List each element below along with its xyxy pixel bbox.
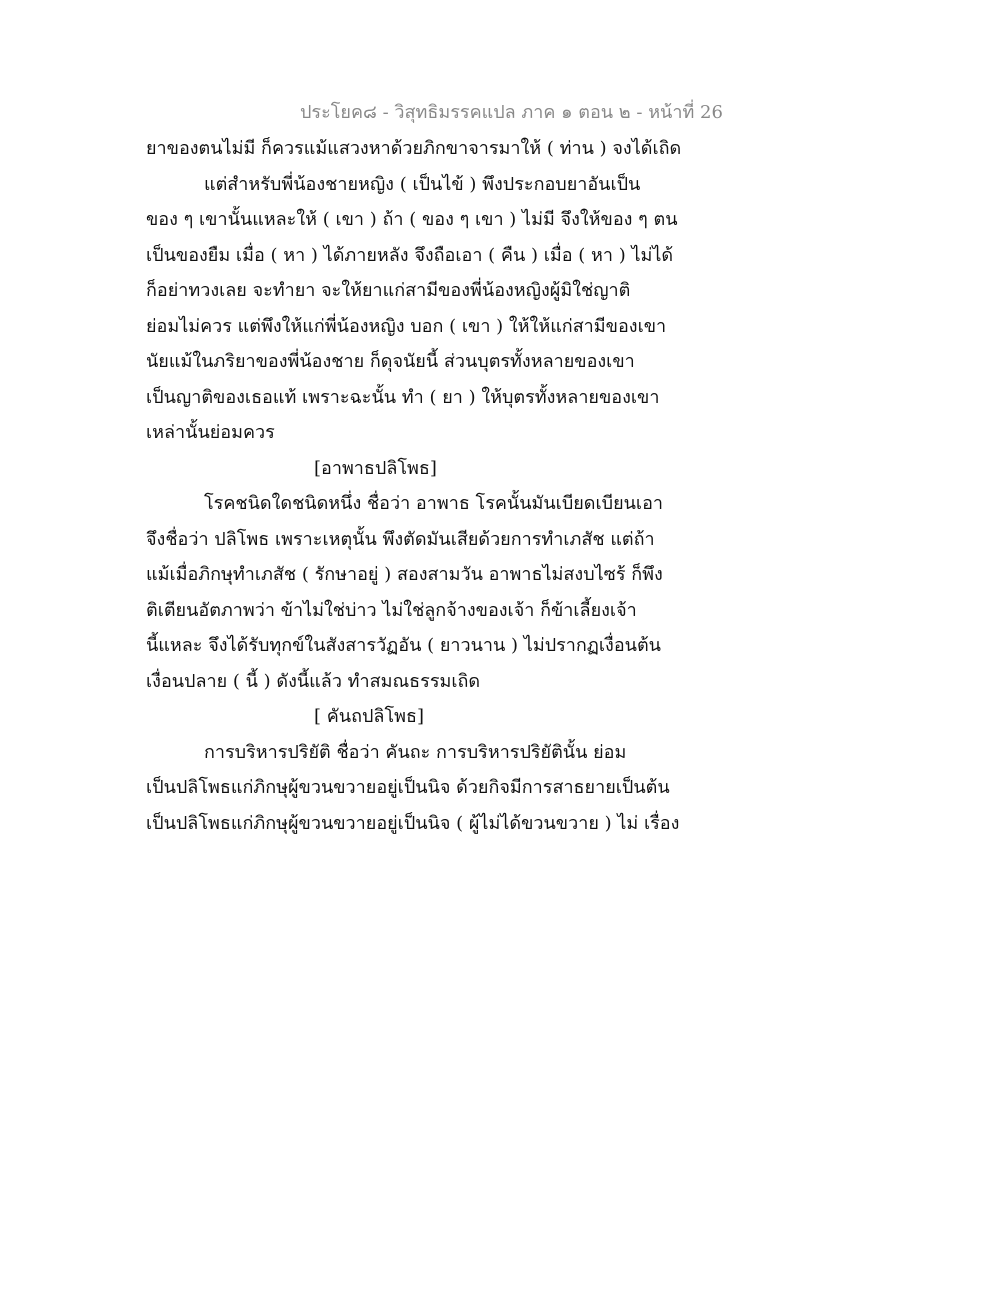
page-header: ประโยค๘ - วิสุทธิมรรคแปล ภาค ๑ ตอน ๒ - หน้าที่ 26: [300, 102, 723, 123]
text-line: ยาของตนไม่มี ก็ควรแม้แสวงหาด้วยภิกขาจารมาให้ ( ท่าน ) จงได้เถิด: [146, 138, 682, 159]
text-line: การบริหารปริยัติ ชื่อว่า คันถะ การบริหารปริยัตินั้น ย่อม: [204, 741, 627, 763]
text-line: โรคชนิดใดชนิดหนึ่ง ชื่อว่า อาพาธ โรคนั้นมันเบียดเบียนเอา: [204, 493, 663, 514]
text-line: นัยแม้ในภริยาของพี่น้องชาย ก็ดุจนัยนี้ ส่วนบุตรทั้งหลายของเขา: [146, 351, 635, 372]
text-line: เป็นญาติของเธอแท้ เพราะฉะนั้น ทำ ( ยา ) ให้บุตรทั้งหลายของเขา: [146, 386, 660, 408]
text-line: เป็นของยืม เมื่อ ( หา ) ได้ภายหลัง จึงถือเอา ( คืน ) เมื่อ ( หา ) ไม่ได้: [146, 244, 674, 266]
text-line: แต่สำหรับพี่น้องชายหญิง ( เป็นไข้ ) พึงประกอบยาอันเป็น: [204, 173, 641, 195]
text-line: เป็นปลิโพธแก่ภิกษุผู้ขวนขวายอยู่เป็นนิจ ( ผู้ไม่ได้ขวนขวาย ) ไม่ เรื่อง: [146, 812, 680, 834]
body-text: [146, 131, 686, 841]
text-line: เงื่อนปลาย ( นี้ ) ดังนี้แล้ว ทำสมณธรรมเถิด: [146, 670, 481, 692]
text-line: ย่อมไม่ควร แต่พึงให้แก่พี่น้องหญิง บอก ( เขา ) ให้ให้แก่สามีของเขา: [146, 315, 667, 337]
text-line: ของ ๆ เขานั้นแหละให้ ( เขา ) ถ้า ( ของ ๆ เขา ) ไม่มี จึงให้ของ ๆ ตน: [146, 209, 678, 230]
text-line: แม้เมื่อภิกษุทำเภสัช ( รักษาอยู่ ) สองสามวัน อาพาธไม่สงบไซร้ ก็พึง: [146, 564, 663, 585]
text-line: นี้แหละ จึงได้รับทุกข์ในสังสารวัฏอัน ( ยาวนาน ) ไม่ปรากฏเงื่อนต้น: [146, 635, 661, 656]
section-heading: [ คันถปลิโพธ]: [314, 706, 424, 727]
section-heading: [อาพาธปลิโพธ]: [314, 457, 437, 479]
text-line: จึงชื่อว่า ปลิโพธ เพราะเหตุนั้น พึงตัดมันเสียด้วยการทำเภสัช แต่ถ้า: [146, 528, 655, 550]
text-line: ก็อย่าทวงเลย จะทำยา จะให้ยาแก่สามีของพี่น้องหญิงผู้มิใช่ญาติ: [146, 280, 631, 301]
text-line: ติเตียนอัตภาพว่า ข้าไม่ใช่บ่าว ไม่ใช่ลูกจ้างของเจ้า ก็ข้าเลี้ยงเจ้า: [146, 599, 637, 621]
text-line: เป็นปลิโพธแก่ภิกษุผู้ขวนขวายอยู่เป็นนิจ ด้วยกิจมีการสาธยายเป็นต้น: [146, 777, 670, 798]
text-line: เหล่านั้นย่อมควร: [146, 422, 275, 443]
